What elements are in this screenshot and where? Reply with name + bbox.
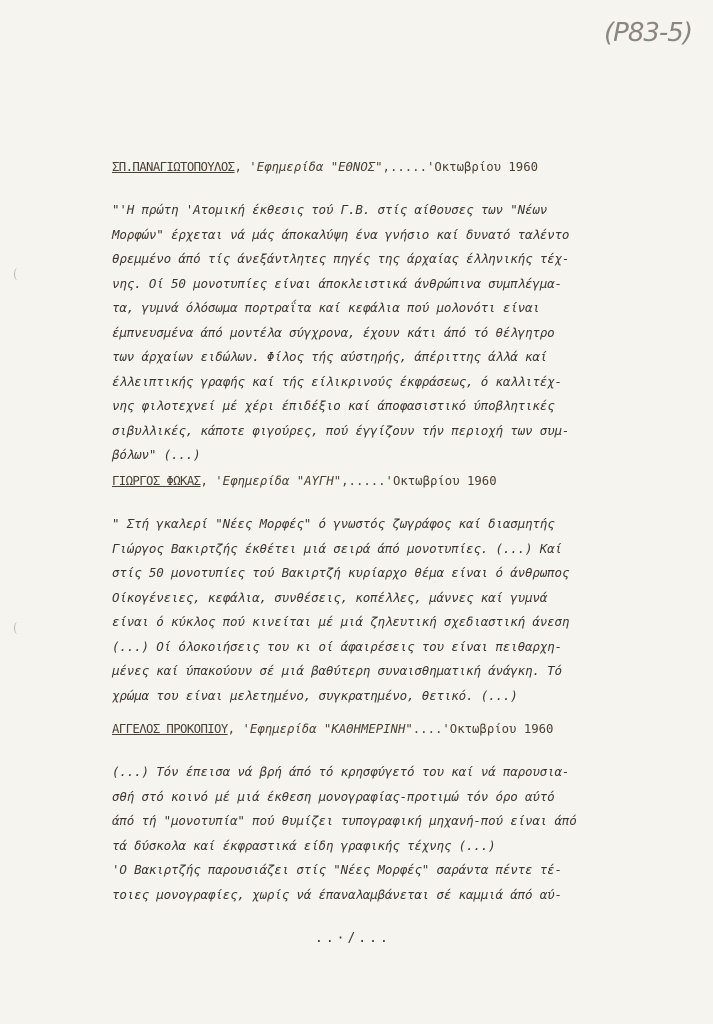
punch-hole-bottom [14,622,21,634]
text-line: σιβυλλικές, κάποτε φιγούρες, πού έγγίζουν τήν περιοχή των συμ- [112,422,570,438]
text-line: Οίκογένειες, κεφάλια, συνθέσεις, κοπέλλες, μάννες καί γυμνά [112,589,548,605]
text-line: "'Η πρώτη 'Ατομική έκθεσις τού Γ.Β. στίς αίθουσες των "Νέων [112,202,548,217]
article-newspaper: Εφημερίδα "ΑΥΓΗ" [222,474,342,488]
text-line: βόλων" (...) [112,447,201,462]
reference-note: (Ρ83-5) [604,18,692,48]
text-line: σθή στό κοινό μέ μιά έκθεση μονογραφίας-προτιμώ τόν όρο αύτό [112,788,555,804]
text-line: των άρχαίων ειδώλων. Φίλος τής αύστηρής, άπέριττης άλλά καί [112,349,548,364]
text-line: έμπνευσμένα άπό μοντέλα σύγχρονα, έχουν κάτι άπό τό θέλγητρο [112,324,555,340]
punch-hole-top [14,268,21,280]
article-body [112,512,612,708]
article-header: ΑΓΓΕΛΟΣ ΠΡΟΚΟΠΙΟΥ, 'Εφημερίδα "ΚΑΘΗΜΕΡΙΝΗ"....'Οκτωβρίου 1960 [112,722,554,736]
article-date: Οκτωβρίου 1960 [434,160,539,174]
article-header: ΓΙΩΡΓΟΣ ΦΩΚΑΣ, 'Εφημερίδα "ΑΥΓΗ",.....'Οκτωβρίου 1960 [112,474,497,488]
article-newspaper: Εφημερίδα "ΕΘΝΟΣ" [256,160,383,174]
text-line: έλλειπτικής γραφής καί τής είλικρινούς έκφράσεως, ό καλλιτέχ- [112,373,562,389]
text-line: (...) Τόν έπεισα νά βρή άπό τό κρησφύγετό του καί νά παρουσια- [112,764,570,779]
text-line: χρώμα του είναι μελετημένο, συγκρατημένο, θετικό. (...) [112,687,518,703]
article-author: ΓΙΩΡΓΟΣ ΦΩΚΑΣ [112,474,201,488]
text-line: " Στή γκαλερί "Νέες Μορφές" ό γνωστός ζωγράφος καί διασμητής [112,516,555,531]
text-line: τα, γυμνά όλόσωμα πορτραΐτα καί κεφάλια πού μολονότι είναι [112,300,540,315]
article-newspaper: Εφημερίδα "ΚΑΘΗΜΕΡΙΝΗ" [249,722,413,736]
text-line: τά δύσκολα καί έκφραστικά είδη γραφικής τέχνης (...) [112,837,496,853]
text-line: στίς 50 μονοτυπίες τού Βακιρτζή κυρίαρχο θέμα είναι ό άνθρωπος [112,565,570,580]
article-date: Οκτωβρίου 1960 [449,722,554,736]
text-line: θρεμμένο άπό τίς άνεξάντλητες πηγές της άρχαίας έλληνικής τέχ- [112,251,570,266]
text-line: (...) Οί όλοκοιήσεις του κι οί άφαιρέσεις του είναι πειθαρχη- [112,638,562,654]
text-line: νης φιλοτεχνεί μέ χέρι έπιδέξιο καί άποφασιστικό ύποβλητικές [112,398,555,413]
text-line: Γιώργος Βακιρτζής έκθέτει μιά σειρά άπό μονοτυπίες. (...) Καί [112,540,562,556]
page-continuation-marker: ..·/... [315,931,391,946]
article-date: Οκτωβρίου 1960 [392,474,497,488]
article-body [112,760,612,907]
text-line: μένες καί ύπακούουν σέ μιά βαθύτερη συναισθηματική άνάγκη. Τό [112,663,562,678]
text-line: τοιες μονογραφίες, χωρίς νά έπαναλαμβάνεται σέ καμμιά άπό αύ- [112,886,562,902]
article-author: ΑΓΓΕΛΟΣ ΠΡΟΚΟΠΙΟΥ [112,722,228,736]
article-header: ΣΠ.ΠΑΝΑΓΙΩΤΟΠΟΥΛΟΣ, 'Εφημερίδα "ΕΘΝΟΣ",.....'Οκτωβρίου 1960 [112,160,539,174]
text-line: νης. Οί 50 μονοτυπίες είναι άποκλειστικά άνθρώπινα συμπλέγμα- [112,275,562,291]
article-author: ΣΠ.ΠΑΝΑΓΙΩΤΟΠΟΥΛΟΣ [112,160,235,174]
text-line: άπό τή "μονοτυπία" πού θυμίζει τυπογραφική μηχανή-πού είναι άπό [112,813,577,828]
article-body [112,198,612,468]
text-line: Μορφών" έρχεται νά μάς άποκαλύψη ένα γνήσιο καί δυνατό ταλέντο [112,226,570,242]
text-line: 'Ο Βακιρτζής παρουσιάζει στίς "Νέες Μορφές" σαράντα πέντε τέ- [112,862,562,877]
text-line: είναι ό κύκλος πού κινείται μέ μιά ζηλευτική σχεδιαστική άνεση [112,614,570,629]
